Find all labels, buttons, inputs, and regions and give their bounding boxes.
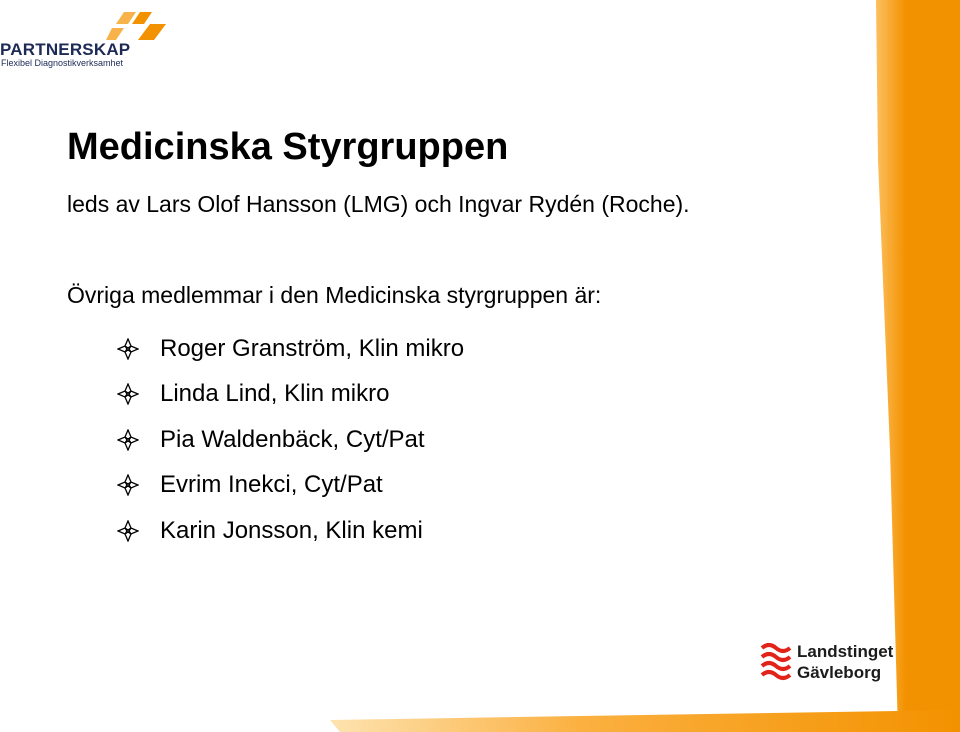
list-item [117, 326, 464, 372]
diamond-bullet-icon [117, 520, 139, 542]
orange-bottom-band [0, 710, 960, 732]
orange-side-band [872, 0, 960, 732]
partnerskap-logo [0, 8, 200, 70]
list-item [117, 508, 464, 554]
diamond-bullet-icon [117, 429, 139, 451]
members-intro: Övriga medlemmar i den Medicinska styrgruppen är: [67, 282, 602, 308]
partnerskap-tagline: Flexibel Diagnostikverksamhet [1, 58, 124, 68]
diamond-bullet-icon [117, 474, 139, 496]
list-item [117, 463, 464, 509]
landstinget-gavleborg-logo [760, 640, 910, 686]
wave-logo-icon [760, 642, 794, 682]
logo-line1: Landstinget [797, 642, 894, 661]
diamond-bullet-icon [117, 383, 139, 405]
logo-line2: Gävleborg [797, 663, 882, 682]
member-name: Roger Granström, Klin mikro [160, 334, 465, 362]
subtitle: leds av Lars Olof Hansson (LMG) och Ingvar Rydén (Roche). [67, 191, 690, 217]
member-name: Karin Jonsson, Klin kemi [160, 516, 423, 544]
member-name: Evrim Inekci, Cyt/Pat [160, 471, 383, 499]
members-list [117, 326, 464, 554]
member-name: Linda Lind, Klin mikro [160, 380, 390, 408]
page-title: Medicinska Styrgruppen [67, 126, 509, 168]
list-item [117, 372, 464, 418]
member-name: Pia Waldenbäck, Cyt/Pat [160, 425, 425, 453]
diamond-bullet-icon [117, 338, 139, 360]
list-item [117, 417, 464, 463]
partnerskap-name: PARTNERSKAP [0, 40, 131, 59]
